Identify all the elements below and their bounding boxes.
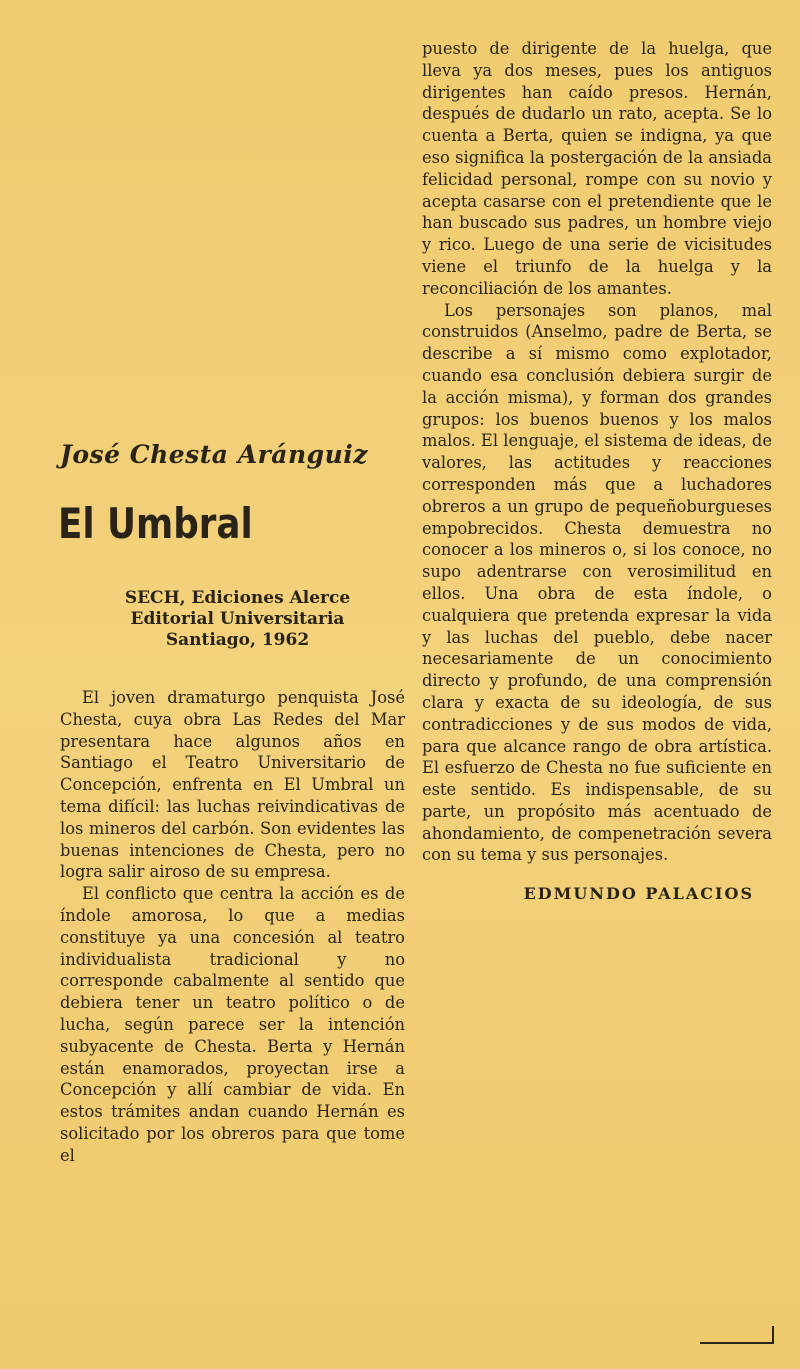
closing-rule: [700, 1342, 774, 1344]
paragraph-2-continued: puesto de dirigente de la huelga, que lleva ya dos meses, pues los antiguos dirigentes han caído presos. Hernán, después de dudarlo un rato, acepta. Se lo cuenta a Berta, quien se indigna, ya que eso significa la postergación de la ansiada felicidad personal, rompe con su novio y acepta casarse con el pretendiente que le han buscado sus padres, un hombre viejo y rico. Luego de una serie de vicisitudes viene el triunfo de la huelga y la reconciliación de los amantes.: [422, 39, 772, 298]
closing-rule-corner: [772, 1326, 774, 1344]
paragraph-3: Los personajes son planos, mal construidos (Anselmo, padre de Berta, se describe a sí mismo como explotador, cuando esa conclusión debiera surgir de la acción misma), y forman dos grandes grupos: los buenos buenos y los malos malos. El lenguaje, el sistema de ideas, de valores, las actitudes y reacciones corresponden más que a luchadores obreros a un grupo de pequeñoburgueses empobrecidos. Chesta demuestra no conocer a los mineros o, si los conoce, no supo adentrarse con verosimilitud en ellos. Una obra de esta índole, o cualquiera que pretenda expresar la vida y las luchas del pueblo, debe nacer necesariamente de un conocimiento directo y profundo, de una comprensión clara y exacta de su ideología, de sus contradicciones y de sus modos de vida, para que alcance rango de obra artística. El esfuerzo de Chesta no fue suficiente en este sentido. Es indispensable, de su parte, un propósito más acentuado de ahondamiento, de compenetración severa con su tema y sus personajes.: [422, 300, 772, 865]
paragraph-1: El joven dramaturgo penquista José Chesta, cuya obra Las Redes del Mar presentara hace algunos años en Santiago el Teatro Universitario de Concepción, enfrenta en El Umbral un tema difícil: las luchas reivindicativas de los mineros del carbón. Son evidentes las buenas intenciones de Chesta, pero no logra salir airoso de su empresa.: [60, 688, 405, 882]
publisher-line-2: Editorial Universitaria: [130, 609, 345, 629]
publisher-line-1: SECH, Ediciones Alerce: [124, 588, 351, 608]
publisher-line-3: Santiago, 1962: [165, 630, 310, 650]
book-title: El Umbral: [58, 499, 253, 548]
right-column: [422, 38, 772, 903]
book-author: José Chesta Aránguiz: [60, 440, 368, 469]
author-signature: EDMUNDO PALACIOS: [523, 884, 754, 904]
paragraph-2: El conflicto que centra la acción es de índole amorosa, lo que a medias constituye ya una concesión al teatro individualista tradicional y no corresponde cabalmente al sentido que debiera tener un teatro político o de lucha, según parece ser la intención subyacente de Chesta. Berta y Hernán están enamorados, proyectan irse a Concepción y allí cambiar de vida. En estos trámites andan cuando Hernán es solicitado por los obreros para que tome el: [60, 884, 405, 1165]
left-column: [60, 440, 405, 1167]
left-column-text: [60, 687, 405, 1167]
publication-info: [60, 588, 405, 651]
right-column-text: [422, 38, 772, 866]
